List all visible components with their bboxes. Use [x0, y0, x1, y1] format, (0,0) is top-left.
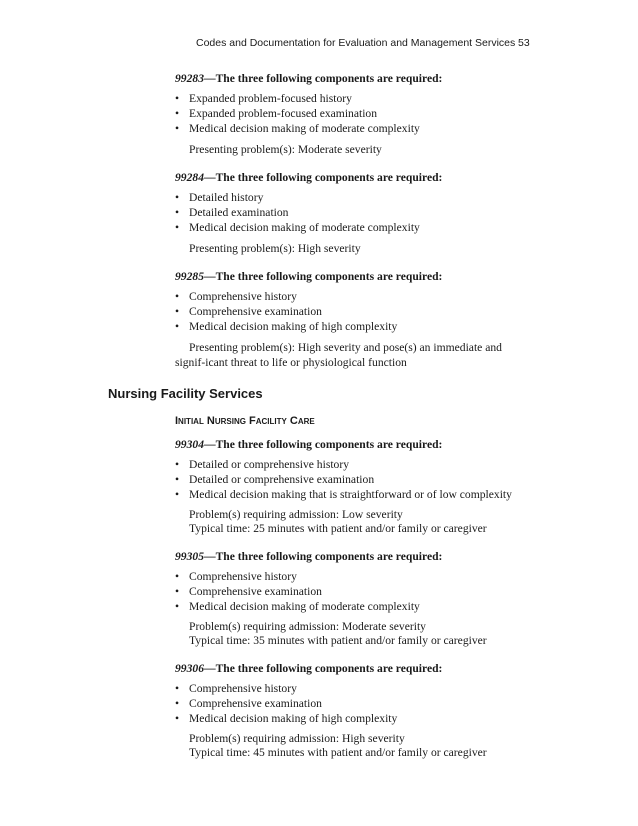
typical-time: Typical time: 45 minutes with patient and/or family or caregiver	[189, 746, 487, 759]
list-item: • Medical decision making of moderate complexity	[175, 121, 535, 136]
typical-time: Typical time: 35 minutes with patient and/or family or caregiver	[189, 634, 487, 647]
code-heading	[175, 72, 535, 86]
presenting-problem: Presenting problem(s): Moderate severity	[189, 143, 382, 156]
list-item: • Medical decision making that is straightforward or of low complexity	[175, 487, 535, 502]
code-heading	[175, 270, 535, 284]
list-item: • Comprehensive examination	[175, 696, 535, 711]
component-list	[175, 681, 535, 726]
code-heading	[175, 550, 535, 564]
code-number: 99283	[175, 72, 204, 85]
component-list	[175, 569, 535, 614]
component-list	[175, 289, 535, 334]
page-number: 53	[518, 37, 530, 49]
problem-severity: Problem(s) requiring admission: High severity	[189, 732, 405, 745]
code-heading-text: —The three following components are required:	[203, 270, 443, 283]
list-item: • Detailed history	[175, 190, 535, 205]
list-item: • Medical decision making of high complexity	[175, 711, 535, 726]
section-heading: Nursing Facility Services	[108, 386, 263, 401]
emergency-codes-block	[175, 72, 535, 370]
list-item: • Comprehensive examination	[175, 304, 535, 319]
list-item: • Detailed or comprehensive examination	[175, 472, 535, 487]
code-heading-text: —The three following components are required:	[203, 72, 443, 85]
list-item: • Expanded problem-focused history	[175, 91, 535, 106]
code-number: 99285	[175, 270, 204, 283]
code-heading-text: —The three following components are required:	[203, 438, 443, 451]
code-heading	[175, 662, 535, 676]
code-number: 99305	[175, 550, 204, 563]
problem-severity: Problem(s) requiring admission: Moderate severity	[189, 620, 426, 633]
list-item: • Detailed or comprehensive history	[175, 457, 535, 472]
list-item: • Comprehensive history	[175, 681, 535, 696]
list-item: • Medical decision making of moderate complexity	[175, 220, 535, 235]
running-header-title: Codes and Documentation for Evaluation and Management Services	[196, 37, 516, 49]
code-heading-text: —The three following components are required:	[203, 550, 443, 563]
code-number: 99304	[175, 438, 204, 451]
presenting-problem: Presenting problem(s): High severity	[189, 242, 361, 255]
list-item: • Medical decision making of moderate complexity	[175, 599, 535, 614]
component-list	[175, 190, 535, 235]
problem-severity: Problem(s) requiring admission: Low severity	[189, 508, 403, 521]
subsection-heading: Initial Nursing Facility Care	[175, 415, 315, 427]
component-list	[175, 91, 535, 136]
code-heading-text: —The three following components are required:	[203, 171, 443, 184]
list-item: • Expanded problem-focused examination	[175, 106, 535, 121]
code-number: 99284	[175, 171, 204, 184]
list-item: • Comprehensive examination	[175, 584, 535, 599]
code-heading-text: —The three following components are required:	[203, 662, 443, 675]
component-list	[175, 457, 535, 502]
list-item: • Comprehensive history	[175, 569, 535, 584]
presenting-problem: Presenting problem(s): High severity and pose(s) an immediate and signif-icant threat to life or physiological function	[175, 341, 502, 369]
list-item: • Medical decision making of high complexity	[175, 319, 535, 334]
code-heading	[175, 438, 535, 452]
typical-time: Typical time: 25 minutes with patient and/or family or caregiver	[189, 522, 487, 535]
list-item: • Detailed examination	[175, 205, 535, 220]
list-item: • Comprehensive history	[175, 289, 535, 304]
running-header	[0, 37, 638, 53]
nursing-facility-block	[175, 414, 535, 760]
code-number: 99306	[175, 662, 204, 675]
code-heading	[175, 171, 535, 185]
